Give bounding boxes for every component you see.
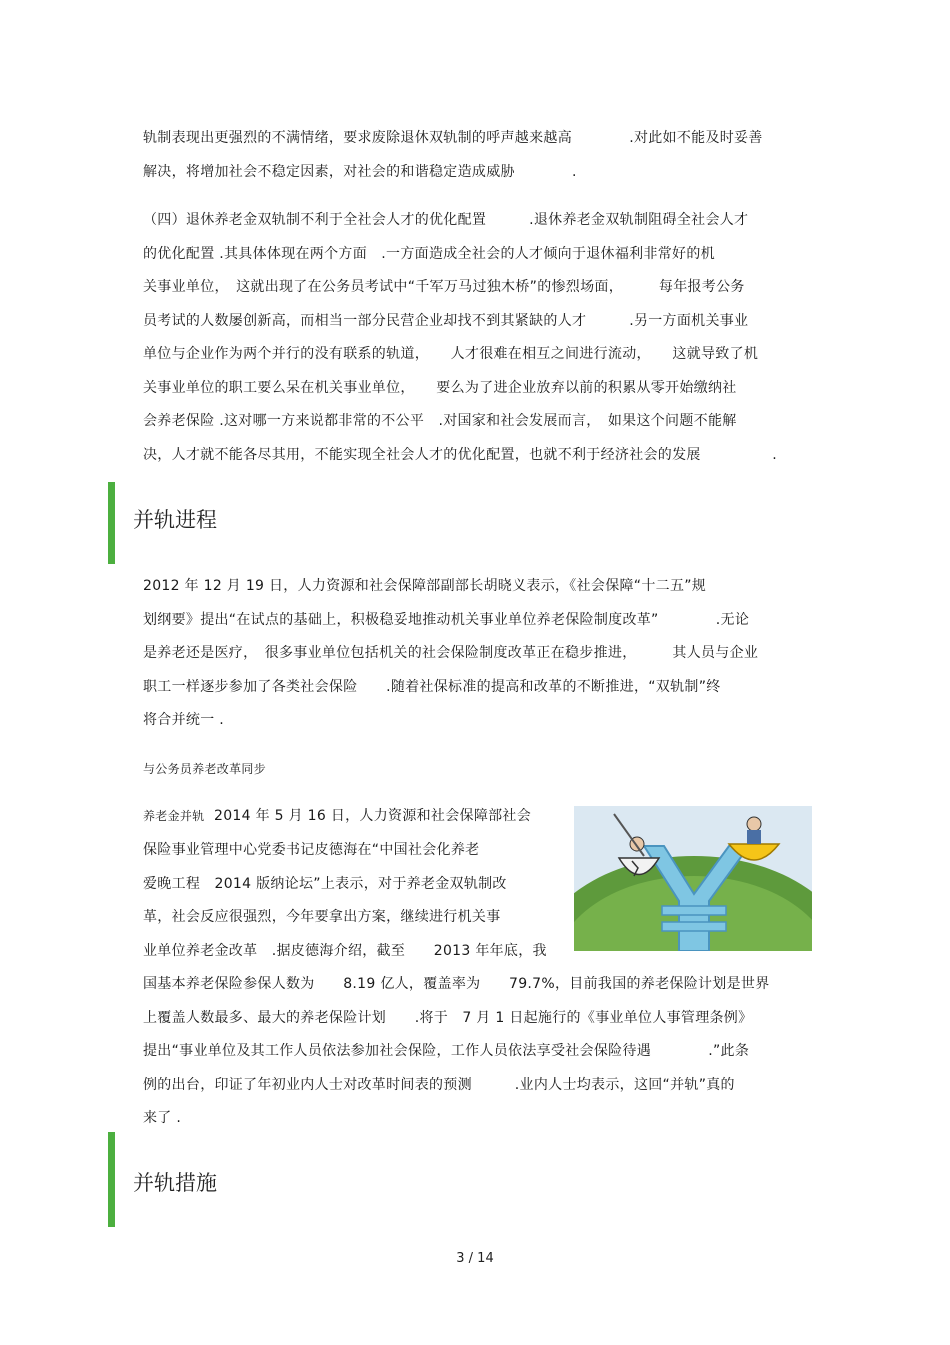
para4-line: 爱晚工程 2014 版纳论坛”上表示，对于养老金双轨制改: [143, 876, 507, 892]
para4-line: 国基本养老保险参保人数为 8.19 亿人，覆盖率为 79.7%，目前我国的养老保险计划是世界: [143, 976, 770, 992]
para2-line: 关事业单位的职工要么呆在机关事业单位， 要么为了进企业放弃以前的积累从零开始缴纳社: [143, 380, 737, 396]
para4-line: 来了 .: [143, 1110, 182, 1126]
para1-line: 轨制表现出更强烈的不满情绪，要求废除退休双轨制的呼声越来越高 .对此如不能及时妥善: [143, 130, 763, 146]
para2-line: 会养老保险 .这对哪一方来说都非常的不公平 .对国家和社会发展而言， 如果这个问题不能解: [143, 413, 737, 429]
section-heading-merge-progress: 并轨进程: [133, 508, 217, 532]
para4-label: 养老金并轨: [143, 809, 205, 823]
para2-line: （四）退休养老金双轨制不利于全社会人才的优化配置 .退休养老金双轨制阻碍全社会人才: [143, 212, 749, 228]
para4-line: 革，社会反应很强烈，今年要拿出方案，继续进行机关事: [143, 909, 501, 925]
page-number: 3 / 14: [456, 1251, 494, 1266]
section-heading-merge-measures: 并轨措施: [133, 1171, 217, 1195]
para3-line: 划纲要》提出“在试点的基础上，积极稳妥地推动机关事业单位养老保险制度改革” .无论: [143, 612, 750, 628]
para4-first-text: 2014 年 5 月 16 日，人力资源和社会保障部社会: [204, 808, 532, 824]
heading-accent-bar: [108, 482, 115, 564]
para4-first-line: [143, 806, 531, 826]
para4-line: 业单位养老金改革 .据皮德海介绍，截至 2013 年年底，我: [143, 943, 547, 959]
para3-line: 是养老还是医疗， 很多事业单位包括机关的社会保险制度改革正在稳步推进， 其人员与企业: [143, 645, 759, 661]
para2-line: 的优化配置 .其具体体现在两个方面 .一方面造成全社会的人才倾向于退休福利非常好的机: [143, 246, 715, 262]
para4-line: 例的出台，印证了年初业内人士对改革时间表的预测 .业内人士均表示，这回“并轨”真的: [143, 1077, 735, 1093]
para4-line: 上覆盖人数最多、最大的养老保险计划 .将于 7 月 1 日起施行的《事业单位人事管理条例》: [143, 1010, 753, 1026]
para2-line: 单位与企业作为两个并行的没有联系的轨道， 人才很难在相互之间进行流动， 这就导致了机: [143, 346, 759, 362]
para2-line: 员考试的人数屡创新高，而相当一部分民营企业却找不到其紧缺的人才 .另一方面机关事业: [143, 313, 749, 329]
para2-line: 决，人才就不能各尽其用，不能实现全社会人才的优化配置，也就不利于经济社会的发展 .: [143, 447, 777, 463]
pension-cartoon-illustration: [574, 806, 812, 951]
para2-line: 关事业单位， 这就出现了在公务员考试中“千军万马过独木桥”的惨烈场面， 每年报考公务: [143, 279, 745, 295]
para3-line: 职工一样逐步参加了各类社会保险 .随着社保标准的提高和改革的不断推进，“双轨制”终: [143, 679, 721, 695]
para1-line: 解决，将增加社会不稳定因素，对社会的和谐稳定造成威胁 .: [143, 164, 577, 180]
para4-line: 保险事业管理中心党委书记皮德海在“中国社会化养老: [143, 842, 480, 858]
heading-accent-bar: [108, 1132, 115, 1227]
subheading: 与公务员养老改革同步: [143, 762, 267, 776]
para3-line: 将合并统一 .: [143, 712, 224, 728]
para3-line: 2012 年 12 月 19 日，人力资源和社会保障部副部长胡晓义表示，《社会保障“十二五”规: [143, 578, 707, 594]
para4-line: 提出“事业单位及其工作人员依法参加社会保险，工作人员依法享受社会保险待遇 .”此条: [143, 1043, 750, 1059]
